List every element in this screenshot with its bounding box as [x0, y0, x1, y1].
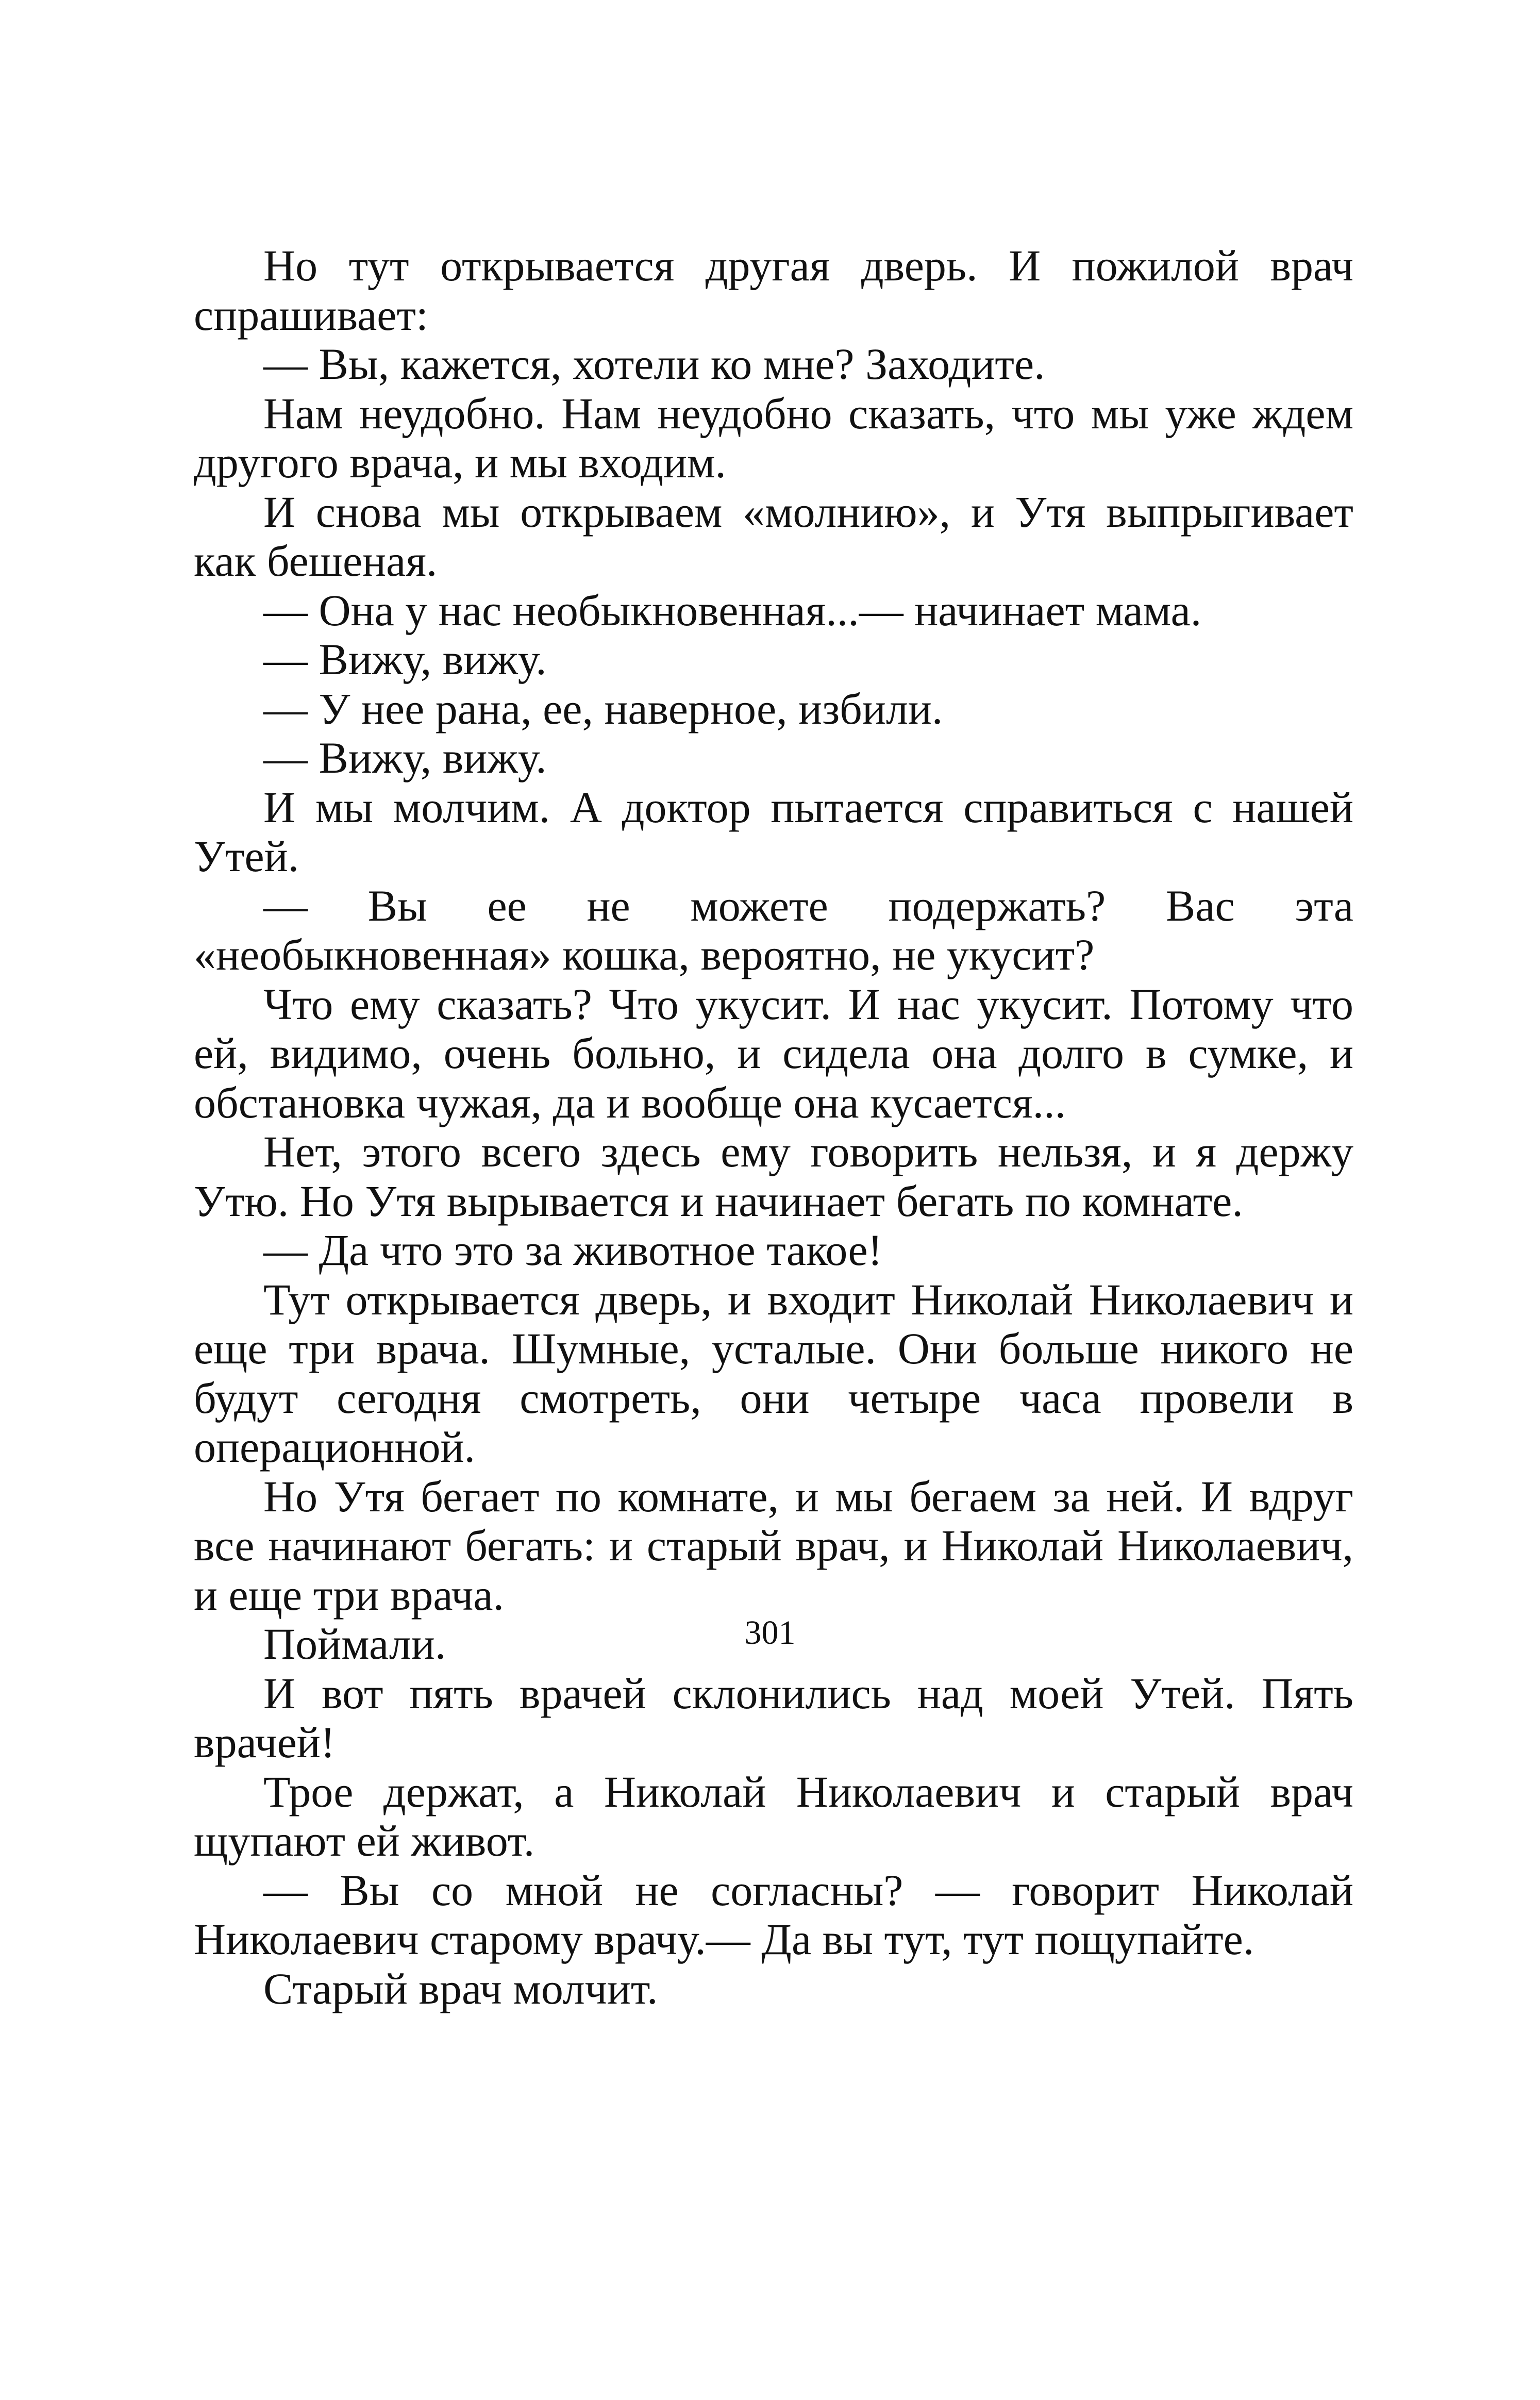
paragraph: — Вижу, вижу. — [263, 635, 547, 684]
paragraph: Тут открывается дверь, и входит Николай Николаевич и еще три врача. Шумные, усталые. Они больше никого не будут сегодня смотреть, они четыре часа провели в операционной. — [194, 1274, 1353, 1472]
paragraph: И вот пять врачей склонились над моей Утей. Пять врачей! — [194, 1668, 1353, 1767]
paragraph: — Вы, кажется, хотели ко мне? Заходите. — [263, 339, 1045, 389]
paragraph: И мы молчим. А доктор пытается справиться с нашей Утей. — [194, 782, 1353, 881]
paragraph: Что ему сказать? Что укусит. И нас укусит. Потому что ей, видимо, очень больно, и сидела она долго в сумке, и обстановка чужая, да и вообще она кусается... — [194, 979, 1353, 1127]
paragraph: Но тут открывается другая дверь. И пожилой врач спрашивает: — [194, 241, 1353, 340]
paragraph: — Вижу, вижу. — [263, 733, 547, 782]
paragraph: — Вы со мной не согласны? — говорит Николай Николаевич старому врачу.— Да вы тут, тут пощупайте. — [194, 1865, 1353, 1964]
paragraph: Старый врач молчит. — [263, 1963, 658, 2013]
paragraph: И снова мы открываем «молнию», и Утя выпрыгивает как бешеная. — [194, 487, 1353, 586]
paragraph: Нет, этого всего здесь ему говорить нельзя, и я держу Утю. Но Утя вырывается и начинает бегать по комнате. — [194, 1127, 1353, 1226]
paragraph: Нам неудобно. Нам неудобно сказать, что мы уже ждем другого врача, и мы входим. — [194, 388, 1353, 487]
paragraph: Трое держат, а Николай Николаевич и старый врач щупают ей живот. — [194, 1766, 1353, 1865]
paragraph: — Да что это за животное такое! — [263, 1225, 883, 1275]
paragraph: — Вы ее не можете подержать? Вас эта «необыкновенная» кошка, вероятно, не укусит? — [194, 880, 1353, 979]
page-body — [194, 241, 1353, 2013]
paragraph: Но Утя бегает по комнате, и мы бегаем за ней. И вдруг все начинают бегать: и старый врач, и Николай Николаевич, и еще три врача. — [194, 1471, 1353, 1620]
paragraph: Поймали. — [263, 1619, 446, 1669]
paragraph: — Она у нас необыкновенная...— начинает мама. — [263, 585, 1202, 635]
page-number: 301 — [744, 1614, 796, 1652]
paragraph: — У нее рана, ее, наверное, избили. — [263, 684, 943, 734]
